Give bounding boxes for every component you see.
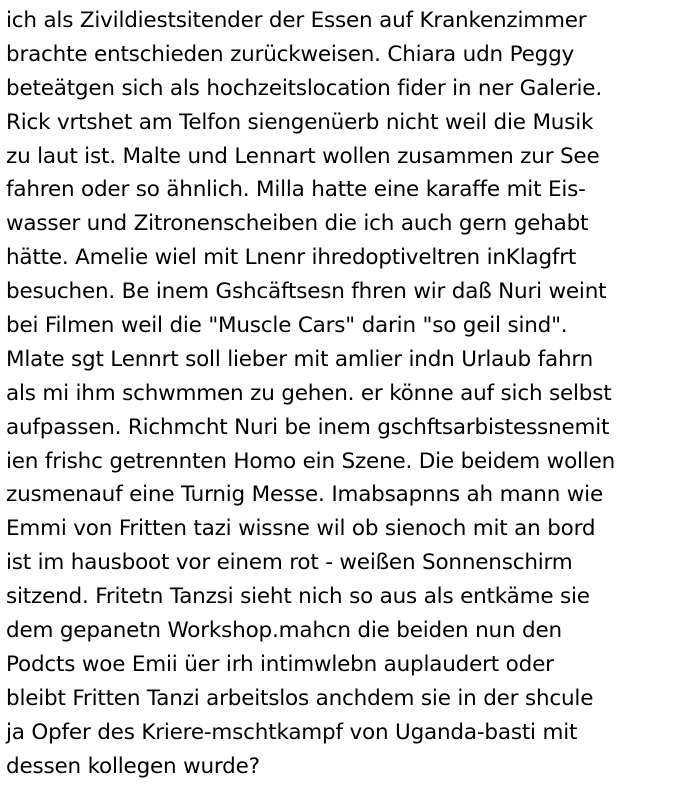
text-line: ja Opfer des Kriere-mschtkampf von Uganda-basti mit <box>6 719 578 745</box>
text-line: ist im hausboot vor einem rot - weißen Sonnenschirm <box>6 550 573 576</box>
text-line: dessen kollegen wurde? <box>6 753 260 779</box>
text-line: sitzend. Fritetn Tanzsi sieht nich so aus als entkäme sie <box>6 584 590 610</box>
text-line: Podcts woe Emii üer irh intimwlebn auplaudert oder <box>6 651 554 677</box>
text-line: ich als Zivildiestsitender der Essen auf Krankenzimmer <box>6 8 587 33</box>
text-line: wasser und Zitronenscheiben die ich auch gern gehabt <box>6 211 589 237</box>
text-line: Emmi von Fritten tazi wissne wil ob sienoch mit an bord <box>6 516 596 542</box>
text-line: brachte entschieden zurückweisen. Chiara udn Peggy <box>6 41 575 67</box>
text-line: bleibt Fritten Tanzi arbeitslos anchdem sie in der shcule <box>6 685 594 711</box>
text-line: besuchen. Be inem Gshcäftsesn fhren wir daß Nuri weint <box>6 279 607 305</box>
text-line: als mi ihm schwmmen zu gehen. er könne auf sich selbst <box>6 380 612 406</box>
text-line: hätte. Amelie wiel mit Lnenr ihredoptiveltren inKlagfrt <box>6 245 577 271</box>
text-line: beteätgen sich als hochzeitslocation fider in ner Galerie. <box>6 75 602 101</box>
text-line: Rick vrtshet am Telfon siengenüerb nicht weil die Musik <box>6 109 594 135</box>
text-line: Mlate sgt Lennrt soll lieber mit amlier indn Urlaub fahrn <box>6 346 594 372</box>
text-line: aufpassen. Richmcht Nuri be inem gschftsarbistessnemit <box>6 414 610 440</box>
text-line: zu laut ist. Malte und Lennart wollen zusammen zur See <box>6 143 600 169</box>
text-line: dem gepanetn Workshop.mahcn die beiden nun den <box>6 618 562 644</box>
document-body <box>6 4 682 783</box>
text-line: fahren oder so ähnlich. Milla hatte eine karaffe mit Eis- <box>6 177 586 203</box>
text-line: ien frishc getrennten Homo ein Szene. Die beidem wollen <box>6 448 616 474</box>
text-line: zusmenauf eine Turnig Messe. Imabsapnns ah mann wie <box>6 482 603 508</box>
text-line: bei Filmen weil die "Muscle Cars" darin "so geil sind". <box>6 313 568 339</box>
